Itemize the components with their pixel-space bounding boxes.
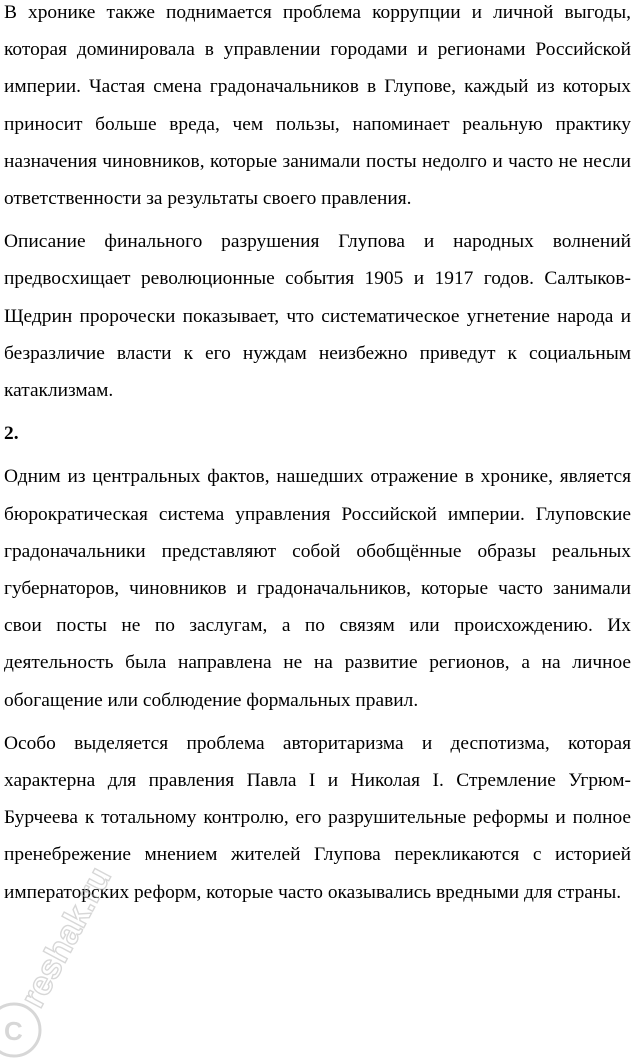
paragraph-authoritarianism: Особо выделяется проблема авторитаризма и деспотизма, которая характерна для правления Павла I и Николая I. Стремление Угрюм-Бурчеева к тотальному контролю, его разрушительные реформы и полное пренебрежение мнением жителей Глупова перекликаются с историей императорских реформ, которые часто оказывались вредными для страны. bbox=[4, 732, 631, 903]
section-heading: 2. bbox=[4, 423, 19, 445]
paragraph-corruption: В хронике также поднимается проблема коррупции и личной выгоды, которая доминировала в управлении городами и регионами Российской империи. Частая смена градоначальников в Глупове, каждый из которых приносит больше вреда, чем пользы, напоминает реальную практику назначения чиновников, которые занимали посты недолго и часто не несли ответственности за результаты своего правления. bbox=[4, 2, 631, 210]
paragraph-destruction: Описание финального разрушения Глупова и народных волнений предвосхищает революционные события 1905 и 1917 годов. Салтыков-Щедрин пророчески показывает, что систематическое угнетение народа и безразличие власти к его нуждам неизбежно приведут к социальным катаклизмам. bbox=[4, 231, 631, 402]
document-page bbox=[4, 0, 631, 911]
svg-text:C: C bbox=[4, 1016, 23, 1046]
paragraph-bureaucracy: Одним из центральных фактов, нашедших отражение в хронике, является бюрократическая система управления Российской империи. Глуповские градоначальники представляют собой обобщённые образы реальных губернаторов, чиновников и градоначальников, которые часто занимали свои посты не по заслугам, а по связям или происхождению. Их деятельность была направлена не на развитие регионов, а на личное обогащение или соблюдение формальных правил. bbox=[4, 466, 631, 711]
watermark-text: reshak.ru bbox=[13, 860, 119, 1014]
